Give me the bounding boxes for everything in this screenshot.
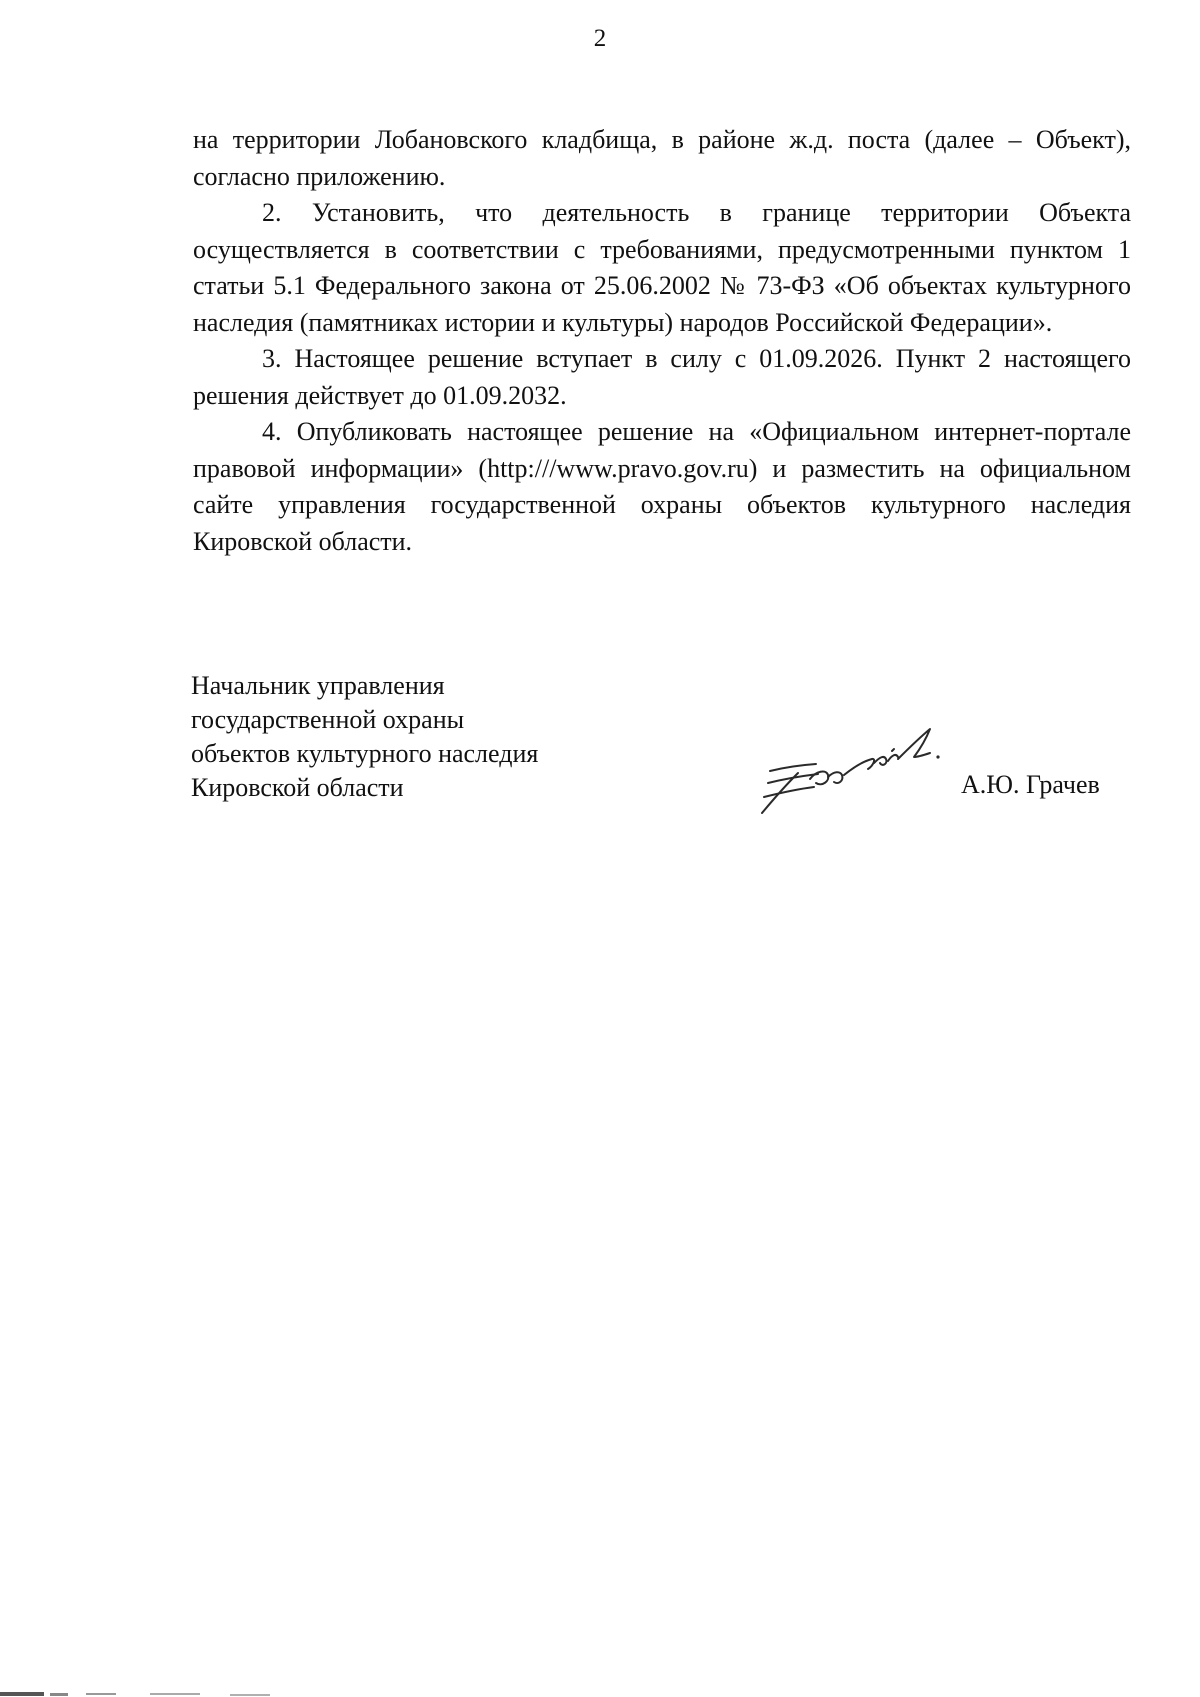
position-line: объектов культурного наследия bbox=[191, 739, 539, 768]
signature-strokes bbox=[762, 729, 940, 813]
scan-edge-mark bbox=[150, 1693, 200, 1695]
page-number: 2 bbox=[593, 25, 607, 52]
signature-block bbox=[191, 669, 1131, 829]
paragraph-item-4: 4. Опубликовать настоящее решение на «Официальном интернет-портале правовой информации» (http:///www.pravo.gov.ru) и разместить на официальном сайте управления государственной охраны объектов культурного наследия Кировской области. bbox=[193, 417, 1131, 556]
document-body bbox=[193, 122, 1131, 560]
paragraph-item-3: 3. Настоящее решение вступает в силу с 01.09.2026. Пункт 2 настоящего решения действует до 01.09.2032. bbox=[193, 344, 1131, 410]
signatory-position bbox=[191, 669, 538, 805]
paragraph-item-2: 2. Установить, что деятельность в границе территории Объекта осуществляется в соответствии с требованиями, предусмотренными пунктом 1 статьи 5.1 Федерального закона от 25.06.2002 № 73-ФЗ «Об объектах культурного наследия (памятниках истории и культуры) народов Российской Федерации». bbox=[193, 198, 1131, 337]
scan-edge-mark bbox=[230, 1694, 270, 1696]
position-line: Начальник управления bbox=[191, 671, 445, 700]
position-line: Кировской области bbox=[191, 773, 404, 802]
scan-edge-artifact bbox=[0, 1690, 1200, 1697]
paragraph-continuation: на территории Лобановского кладбища, в районе ж.д. поста (далее – Объект), согласно приложению. bbox=[193, 125, 1131, 191]
scan-edge-mark bbox=[0, 1692, 44, 1696]
signatory-name: А.Ю. Грачев bbox=[961, 770, 1100, 799]
handwritten-signature-icon bbox=[758, 727, 958, 837]
scan-edge-mark bbox=[50, 1693, 68, 1696]
scan-edge-mark bbox=[86, 1693, 116, 1695]
position-line: государственной охраны bbox=[191, 705, 465, 734]
